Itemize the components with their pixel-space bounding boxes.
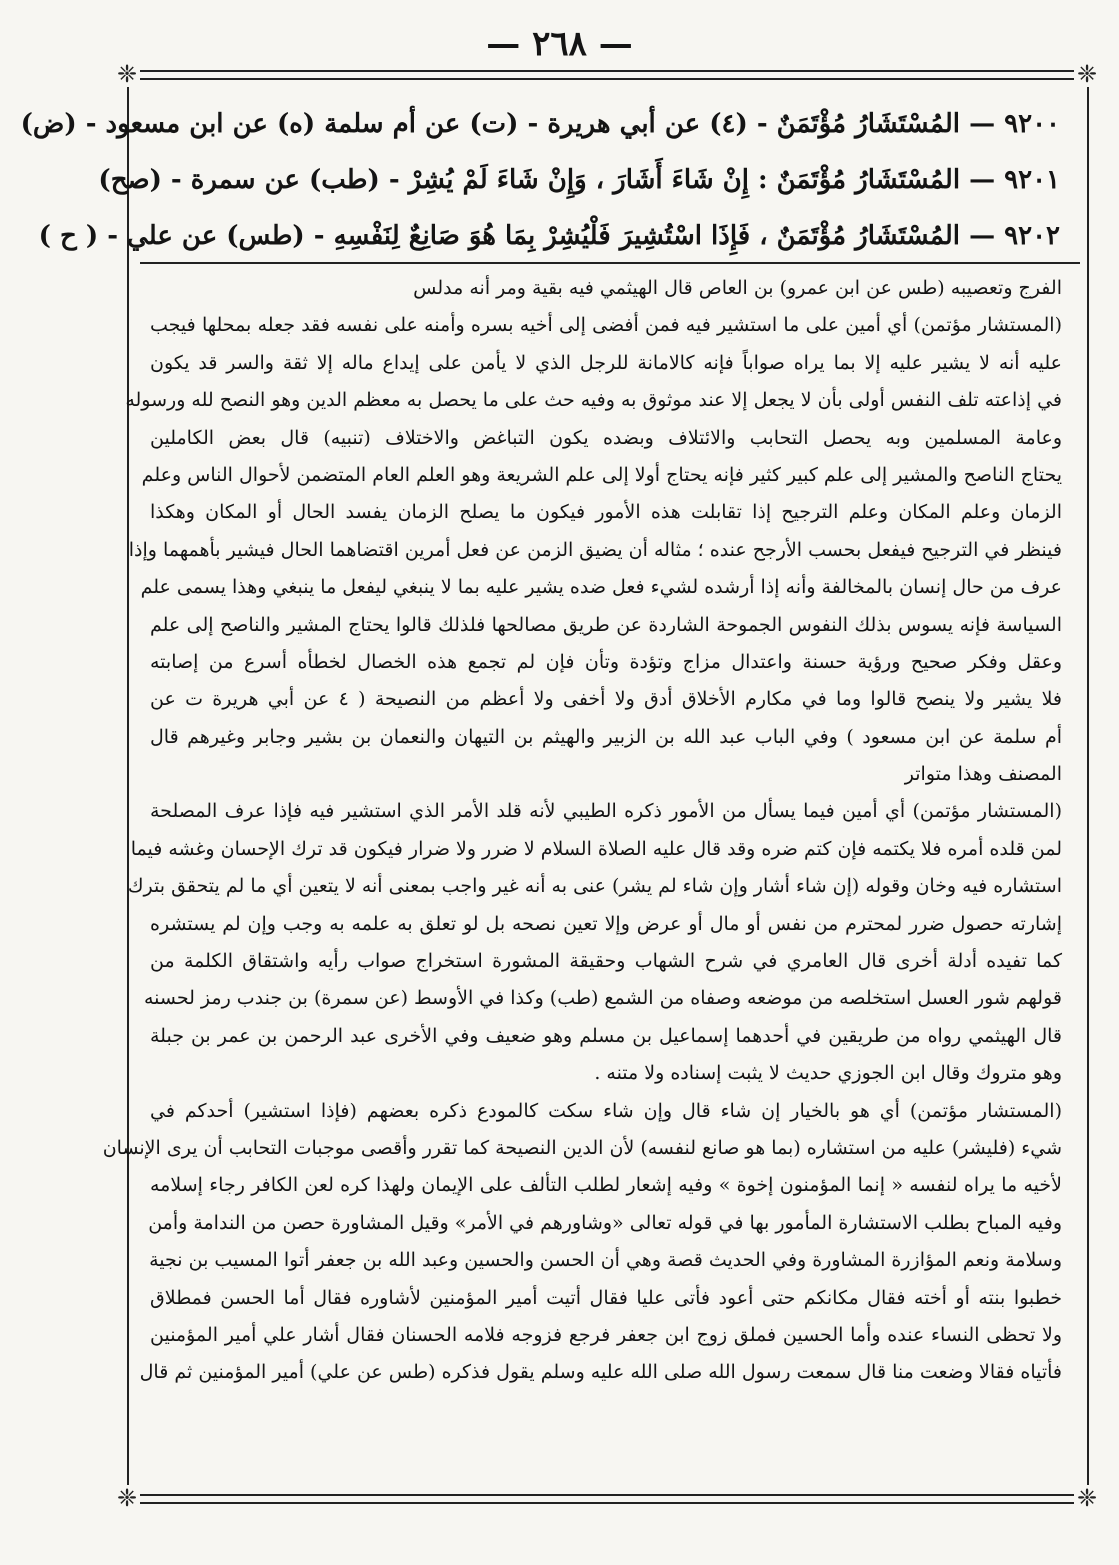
commentary-line: وعقل وفكر صحيح ورؤية حسنة واعتدال مزاج وتؤدة وتأن فإن لم تجمع هذه الخصال لخطأه أسرع من إصابته — [150, 650, 1062, 673]
commentary-line: قال الهيثمي رواه من طريقين في أحدهما إسماعيل بن مسلم وهو ضعيف وفي الأخرى عبد الرحمن بن عمر بن جبلة — [150, 1024, 1062, 1047]
commentary-line: يحتاج الناصح والمشير إلى علم كبير كثير فإنه يحتاج أولا إلى علم الشريعة وهو العلم العام المتضمن لأحوال الناس وعلم — [141, 463, 1062, 486]
commentary-line: وعامة المسلمين وبه يحصل التحابب والائتلاف وبضده يكون التباغض والاختلاف (تنبيه) قال بعض الكاملين — [150, 426, 1062, 449]
hadith-9200: ٩٢٠٠ — المُسْتَشَارُ مُؤْتَمَنٌ - (٤) عن أبي هريرة - (ت) عن أم سلمة (ه) عن ابن مسعود - (ض) — [20, 109, 1060, 139]
commentary-line: (المستشار مؤتمن) أي هو بالخيار إن شاء قال وإن شاء سكت كالمودع ذكره بعضهم (فإذا استشير) أحدكم في — [150, 1099, 1062, 1122]
commentary-line: (المستشار مؤتمن) أي أمين فيما يسأل من الأمور ذكره الطيبي لأنه قلد الأمر الذي استشير فيه فإذا عرف المصلحة — [150, 800, 1062, 823]
commentary — [102, 270, 1062, 1392]
frame-bottom-border — [127, 1494, 1087, 1504]
hadith-9202: ٩٢٠٢ — المُسْتَشَارُ مُؤْتَمَنٌ ، فَإِذَا اسْتُشِيرَ فَلْيُشِرْ بِمَا هُوَ صَانِعٌ لِنَفْسِهِ - (طس) عن علي - ( ح ) — [38, 221, 1060, 251]
separator-rule — [140, 262, 1080, 264]
commentary-line: الفرج وتعصيبه (طس عن ابن عمرو) بن العاص قال الهيثمي فيه بقية ومر أنه مدلس — [413, 277, 1062, 299]
commentary-line: استشاره فيه وخان وقوله (إن شاء أشار وإن شاء لم يشر) عنى به أنه غير واجب بمعنى أنه لا يتعين أي ما لم يتحقق بترك — [127, 875, 1062, 898]
commentary-line: فلا يشير ولا ينصح قالوا وما في مكارم الأخلاق أدق ولا أخفى ولا أعظم من النصيحة ( ٤ عن أبي هريرة ت عن — [150, 688, 1062, 711]
ornament-corner-icon: ❈ — [114, 1485, 140, 1511]
commentary-line: لأخيه ما يراه لنفسه « إنما المؤمنون إخوة » وفيه إشعار لطلب التألف على الإيمان ولهذا كره لعن الكافر رجاء إسلامه — [150, 1174, 1062, 1197]
commentary-line: (المستشار مؤتمن) أي أمين على ما استشير فيه فمن أفضى إلى أخيه بسره وأمنه على نفسه فقد جعله بمحلها فيجب — [150, 314, 1062, 337]
commentary-line: فأتياه فقالا وضعت منا قال سمعت رسول الله صلى الله عليه وسلم يقول فذكره (طس عن علي) أمير المؤمنين ثم قال — [139, 1361, 1062, 1384]
hadith-9201: ٩٢٠١ — المُسْتَشَارُ مُؤْتَمَنٌ : إِنْ شَاءَ أَشَارَ ، وَإِنْ شَاءَ لَمْ يُشِرْ - (طب) عن سمرة - (صح) — [98, 165, 1060, 195]
commentary-line: لمن قلده أمره فلا يكتمه فإن كتم ضره وقد قال عليه الصلاة السلام لا ضرر ولا ضرار فيكون قد ترك الإحسان وغشه فيما — [130, 837, 1062, 860]
ornament-corner-icon: ❈ — [114, 61, 140, 87]
commentary-line: خطبوا بنته أو أخته فقال مكانكم حتى أعود فأتى عليا فقال أتيت أمير المؤمنين لأشاوره فقال أما الحسن فمطلاق — [150, 1286, 1062, 1309]
commentary-line: عرف من حال إنسان بالمخالفة وأنه إذا أرشده لشيء فعل ضده يشير عليه بما لا ينبغي ليفعل ما ينبغي وهذا يسمى علم — [140, 576, 1062, 599]
commentary-line: السياسة فإنه يسوس بذلك النفوس الجموحة الشاردة عن طريق مصالحها فلذلك قالوا يحتاج المشير والناصح إلى علم — [150, 613, 1062, 636]
commentary-line: قولهم شور العسل استخلصه من موضعه وصفاه من الشمع (طب) وكذا في الأوسط (عن سمرة) بن جندب رمز لحسنه — [143, 987, 1062, 1010]
ornament-corner-icon: ❈ — [1074, 61, 1100, 87]
commentary-line: وفيه المباح بطلب الاستشارة المأمور بها في قوله تعالى «وشاورهم في الأمر» وقيل المشاورة حصن من الندامة وأمن — [148, 1211, 1062, 1234]
commentary-line: ولا تحظى النساء عنده وأما الحسين فملق زوج ابن جعفر فرجع فزوجه فلامه الحسنان فقال أشار علي أمير المؤمنين — [150, 1323, 1062, 1346]
page-number: — ٢٦٨ — — [486, 24, 633, 64]
commentary-line: كما تفيده أدلة أخرى قال العامري في شرح الشهاب وحقيقة المشورة استخراج صواب رأيه واشتقاق الكلمة من — [150, 950, 1062, 973]
commentary-line: وسلامة ونعم المؤازرة المشاورة وفي الحديث قصة وهي أن الحسن والحسين وعبد الله بن جعفر أتوا المسيب بن نجية — [149, 1249, 1062, 1272]
commentary-line: وهو متروك وقال ابن الجوزي حديث لا يثبت إسناده ولا متنه . — [594, 1062, 1062, 1085]
frame-top-border — [127, 70, 1087, 80]
commentary-line: شيء (فليشر) عليه من استشاره (بما هو صانع لنفسه) لأن الدين النصيحة كما تقرر وأقصى موجبات التحابب أن يرى الإنسان — [102, 1136, 1062, 1159]
commentary-line: فينظر في الترجيح فيفعل بحسب الأرجح عنده ؛ مثاله أن يضيق الزمن عن فعل أمرين اقتضاهما الحال فيشير بأهمهما وإذا — [128, 538, 1062, 561]
commentary-line: أم سلمة عن ابن مسعود ) وفي الباب عبد الله بن الزبير والهيثم بن التيهان والنعمان بن بشير وجابر وغيرهم قال — [150, 725, 1062, 748]
commentary-line: إشارته حصول ضرر لمحترم من نفس أو مال أو عرض وإلا تعين نصحه بل لو تعلق به علمه به وجب وإن لم يستشره — [150, 912, 1062, 935]
commentary-line: في إذاعته تلف النفس أولى بأن لا يجعل إلا عند موثوق به وفيه حث على ما يحصل به معظم الدين وهو النصح لله ورسوله — [125, 389, 1062, 412]
ornament-corner-icon: ❈ — [1074, 1485, 1100, 1511]
hadith-texts — [20, 96, 1060, 264]
commentary-line: الزمان وعلم المكان وعلم الترجيح إذا تقابلت هذه الأمور فيكون ما يصلح الزمان يفسد الحال أو المكان وهكذا — [150, 501, 1062, 524]
commentary-line: عليه أنه لا يشير عليه إلا بما يراه صواباً فإنه كالامانة للرجل الذي لا يأمن على إيداع ماله إلا ثقة والسر قد يكون — [150, 351, 1062, 374]
commentary-line: المصنف وهذا متواتر — [904, 763, 1062, 786]
